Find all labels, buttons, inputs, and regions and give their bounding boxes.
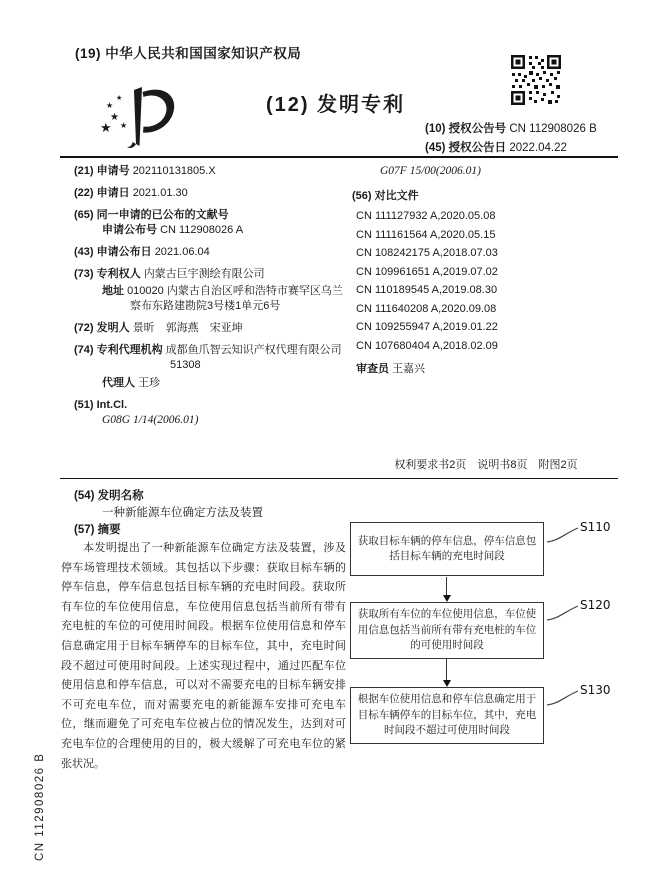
- address-value: 010020 内蒙古自治区呼和浩特市赛罕区乌兰察布东路建勘院3号楼1单元6号: [127, 285, 343, 312]
- citation-item: CN 109961651 A,2019.07.02: [356, 265, 498, 278]
- side-publication-code: CN 112908026 B: [34, 752, 46, 861]
- publication-number-label: 申请公布号: [102, 224, 157, 236]
- invention-title-label: (54) 发明名称: [74, 490, 144, 502]
- citation-list: [352, 207, 620, 355]
- citations-label: (56) 对比文件: [352, 190, 419, 202]
- publication-date-value: 2021.06.04: [154, 246, 210, 258]
- biblio-right-column: [352, 164, 620, 377]
- document-type-title: (12) 发明专利: [265, 94, 406, 116]
- flowchart-step-label: S110: [580, 520, 611, 534]
- application-date-label: (22) 申请日: [74, 187, 130, 199]
- publication-number-value: CN 112908026 A: [160, 224, 244, 236]
- patentee-address-line: [74, 284, 346, 314]
- int-cl-row: [74, 398, 346, 428]
- application-date-row: [74, 186, 346, 201]
- agent-value: 王珍: [138, 377, 161, 389]
- svg-text:★: ★: [106, 101, 114, 110]
- page-counts-line: 权利要求书2页 说明书8页 附图2页: [394, 459, 578, 471]
- agency-value: 成都鱼爪智云知识产权代理有限公司 51308: [165, 344, 342, 371]
- agent-line: [74, 376, 346, 391]
- citations-row: [352, 189, 620, 355]
- flowchart-step-text: 获取所有车位的车位使用信息，车位使用信息包括当前所有带有充电桩的车位的可使用时间段: [357, 608, 537, 651]
- header-divider: [60, 156, 618, 158]
- citation-item: CN 110189545 A,2019.08.30: [356, 284, 498, 296]
- abstract-text: 本发明提出了一种新能源车位确定方法及装置，涉及停车场管理技术领域。其包括以下步骤：获取目标车辆的停车信息，停车信息包括目标车辆的充电时间段。获取所有车位的车位使用信息，车位使用信息包括当前所有带有充电桩的车位的可使用时间段。根据车位使用信息和停车信息确定用于目标车辆停车的目标车位，其中，充电时间段不超过可使用时间段。上述实现过程中，通过匹配车位使用信息和停车信息，可以对不需要充电的目标车辆安排不可充电车位，而对需要充电的新能源车安排可充电车位，继而避免了可充电车位被占位的情况发生，达到对可充电车位的合理使用的目的，极大缓解了可充电车位的紧张状况。: [61, 542, 346, 770]
- agent-label: 代理人: [102, 377, 135, 389]
- publication-ref-row: [74, 208, 346, 238]
- citation-item: CN 111161564 A,2020.05.15: [356, 228, 496, 241]
- step-connector: [546, 604, 580, 622]
- grant-publication-block: [425, 120, 597, 158]
- citation-item: CN 111640208 A,2020.09.08: [356, 302, 497, 315]
- inventors-label: (72) 发明人: [74, 322, 130, 334]
- step-connector: [546, 689, 580, 707]
- application-number-label: (21) 申请号: [74, 165, 130, 177]
- publication-date-label: (43) 申请公布日: [74, 246, 152, 258]
- grant-number-value: CN 112908026 B: [509, 123, 597, 135]
- patentee-label: (73) 专利权人: [74, 268, 141, 280]
- address-label: 地址: [102, 285, 124, 297]
- citation-item: CN 107680404 A,2018.02.09: [356, 339, 498, 352]
- flowchart-step-box: [350, 687, 544, 744]
- flowchart-step-text: 获取目标车辆的停车信息，停车信息包括目标车辆的充电时间段: [357, 534, 537, 562]
- examiner-row: [352, 362, 620, 377]
- svg-text:★: ★: [120, 121, 128, 130]
- biblio-divider: [60, 478, 618, 479]
- publication-ref-label: (65) 同一申请的已公布的文献号: [74, 209, 229, 221]
- flowchart-step-text: 根据车位使用信息和停车信息确定用于目标车辆停车的目标车位，其中，充电时间段不超过可使用时间段: [357, 693, 537, 736]
- grant-date-value: 2022.04.22: [509, 142, 567, 154]
- flowchart-arrow-down: [446, 659, 447, 681]
- flowchart-step-box: [350, 602, 544, 659]
- flowchart-step-label: S120: [580, 598, 611, 612]
- inventors-value: 景昕 郭海燕 宋亚坤: [132, 322, 243, 334]
- citation-item: CN 111127932 A,2020.05.08: [356, 210, 496, 222]
- patentee-row: [74, 267, 346, 314]
- application-number-value: 202110131805.X: [132, 165, 216, 177]
- svg-text:★: ★: [100, 120, 112, 135]
- citation-item: CN 109255947 A,2019.01.22: [356, 321, 498, 333]
- svg-text:★: ★: [116, 95, 123, 102]
- agency-label: (74) 专利代理机构: [74, 344, 163, 356]
- issuing-office-title: (19) 中华人民共和国国家知识产权局: [75, 46, 302, 61]
- grant-date-label: (45) 授权公告日: [425, 142, 507, 154]
- application-date-value: 2021.01.30: [132, 187, 188, 199]
- int-cl-code: G08G 1/14(2006.01): [102, 414, 199, 426]
- abstract-label: (57) 摘要: [74, 524, 121, 536]
- int-cl-code-continued: G07F 15/00(2006.01): [380, 165, 481, 177]
- agency-row: [74, 343, 346, 391]
- qr-code: [510, 54, 562, 106]
- method-flowchart: [350, 520, 630, 755]
- flowchart-step-box: [350, 522, 544, 576]
- inventors-row: [74, 321, 346, 336]
- examiner-value: 王嘉兴: [392, 363, 426, 375]
- flowchart-step-label: S130: [580, 683, 611, 697]
- flowchart-arrow-down: [446, 577, 447, 596]
- grant-number-label: (10) 授权公告号: [425, 123, 507, 135]
- svg-text:★: ★: [110, 112, 119, 123]
- citation-item: CN 108242175 A,2018.07.03: [356, 247, 498, 259]
- int-cl-label: (51) Int.Cl.: [74, 399, 128, 411]
- invention-title: 一种新能源车位确定方法及装置: [102, 507, 263, 519]
- examiner-label: 审查员: [356, 363, 389, 375]
- publication-date-row: [74, 245, 346, 260]
- grant-number-line: [425, 120, 597, 139]
- step-connector: [546, 526, 580, 544]
- publication-number-line: [74, 223, 346, 238]
- patentee-value: 内蒙古巨宇测绘有限公司: [143, 268, 265, 280]
- biblio-left-column: [74, 164, 346, 435]
- application-number-row: [74, 164, 346, 179]
